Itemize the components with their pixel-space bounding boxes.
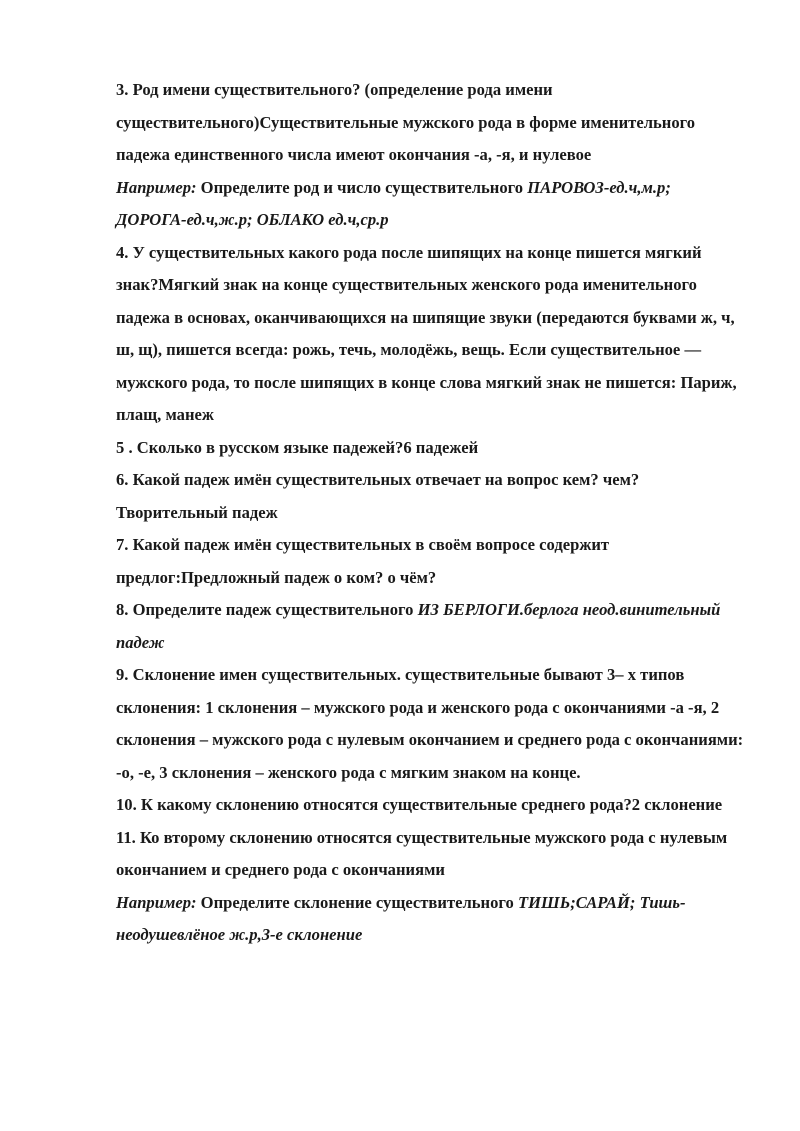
question-7: [116, 529, 744, 594]
question-4: [116, 237, 744, 432]
question-3: [116, 74, 744, 172]
example-prompt: Определите род и число существительного: [196, 177, 528, 197]
question-10-text: 10. К какому склонению относятся существительные среднего рода?2 склонение: [116, 795, 723, 814]
example-answer: ТИШЬ;САРАЙ; Тишь- неодушевлёное ж.р,3-е склонение: [116, 892, 686, 944]
example-answer: ПАРОВОЗ-ед.ч,м.р; ДОРОГА-ед.ч,ж.р; ОБЛАКО ед.ч,ср.р: [116, 177, 671, 229]
question-8-text: 8. Определите падеж существительного: [116, 600, 418, 619]
question-4-text: 4. У существительных какого рода после шипящих на конце пишется мягкий знак?Мягкий знак на конце существительных женского рода именительного падежа в основах, оканчивающихся на шипящие звуки (передаются буквами ж, ч, ш, щ), пишется всегда: рожь, течь, молодёжь, вещь. Если существительное — мужского рода, то после шипящих в конце слова мягкий знак не пишется: Париж, плащ, манеж: [116, 242, 737, 424]
question-11-example: [116, 887, 744, 952]
question-6-text: 6. Какой падеж имён существительных отвечает на вопрос кем? чем? Творительный падеж: [116, 470, 640, 522]
question-7-text: 7. Какой падеж имён существительных в своём вопросе содержит предлог:Предложный падеж о ком? о чём?: [116, 535, 610, 587]
question-3-example: [116, 172, 744, 237]
question-11: [116, 822, 744, 887]
question-8: [116, 594, 744, 659]
question-8-answer: ИЗ БЕРЛОГИ.берлога неод.винительный падеж: [116, 600, 721, 652]
question-10: [116, 789, 744, 822]
question-9: [116, 659, 744, 789]
example-label: Например:: [116, 177, 197, 197]
example-label: Например:: [116, 892, 197, 912]
question-5-text: 5 . Сколько в русском языке падежей?6 падежей: [116, 437, 479, 457]
example-prompt: Определите склонение существительного: [196, 892, 518, 912]
question-11-text: 11. Ко второму склонению относятся существительные мужского рода с нулевым окончанием и среднего рода с окончаниями: [116, 827, 728, 879]
question-5: [116, 432, 744, 465]
document-page: [116, 74, 744, 952]
question-9-text: 9. Склонение имен существительных. существительные бывают 3– х типов склонения: 1 склонения – мужского рода и женского рода с окончаниями -а -я, 2 склонения – мужского рода с нулевым окончанием и среднего рода с окончаниями: -о, -е, 3 склонения – женского рода с мягким знаком на конце.: [116, 665, 744, 782]
question-3-text: 3. Род имени существительного? (определение рода имени существительного)Существительные мужского рода в форме именительного падежа единственного числа имеют окончания -а, -я, и нулевое: [116, 80, 696, 164]
question-6: [116, 464, 744, 529]
